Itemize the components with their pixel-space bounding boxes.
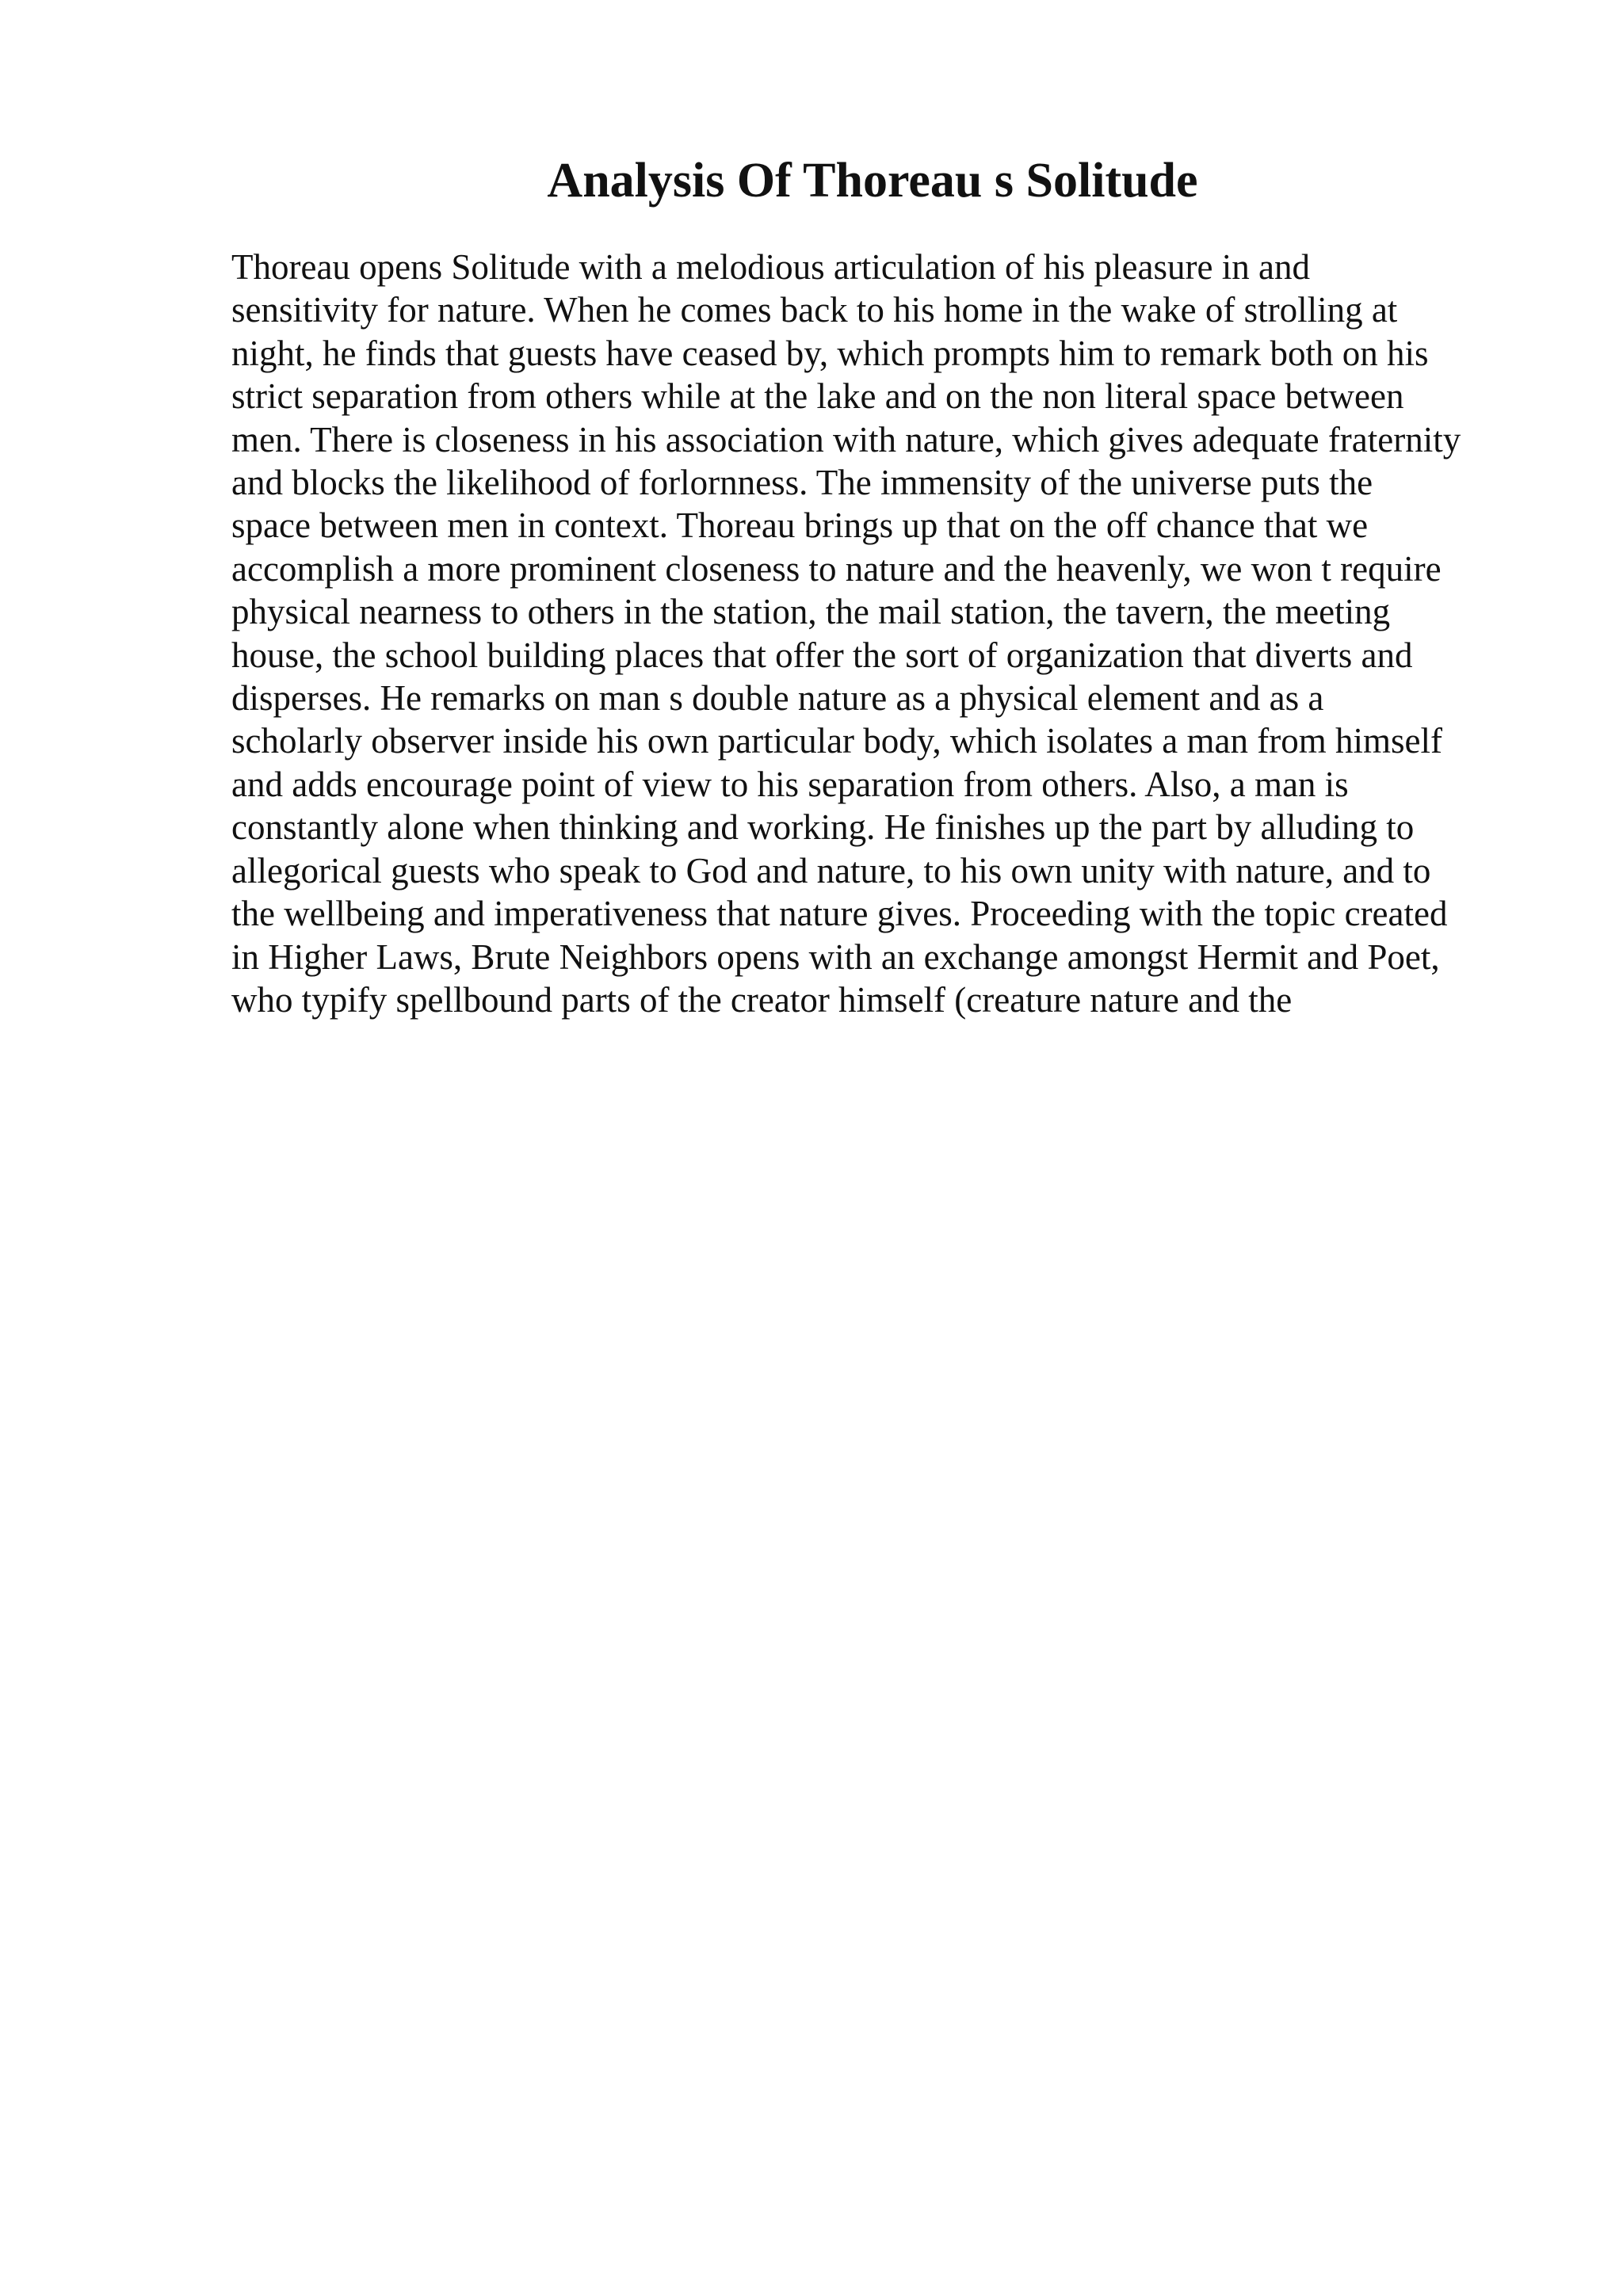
- text-line: allegorical guests who speak to God and nature, to his own unity with nature, and to: [231, 850, 1431, 891]
- text-line: and adds encourage point of view to his separation from others. Also, a man is: [231, 764, 1349, 804]
- text-line: night, he finds that guests have ceased by, which prompts him to remark both on his: [231, 333, 1429, 373]
- text-line: sensitivity for nature. When he comes back to his home in the wake of strolling at: [231, 290, 1398, 330]
- text-line: who typify spellbound parts of the creator himself (creature nature and the: [231, 979, 1293, 1020]
- text-line: constantly alone when thinking and working. He finishes up the part by alluding to: [231, 807, 1415, 848]
- text-line: Thoreau opens Solitude with a melodious articulation of his pleasure in and: [231, 247, 1310, 287]
- text-line: and blocks the likelihood of forlornness. The immensity of the universe puts the: [231, 463, 1373, 503]
- text-line: physical nearness to others in the station, the mail station, the tavern, the meeting: [231, 592, 1391, 632]
- text-line: the wellbeing and imperativeness that nature gives. Proceeding with the topic created: [231, 894, 1448, 934]
- text-line: scholarly observer inside his own particular body, which isolates a man from himself: [231, 721, 1442, 761]
- text-line: accomplish a more prominent closeness to nature and the heavenly, we won t require: [231, 548, 1442, 589]
- document-title: Analysis Of Thoreau s Solitude: [547, 154, 1198, 208]
- text-line: disperses. He remarks on man s double nature as a physical element and as a: [231, 678, 1324, 719]
- text-line: in Higher Laws, Brute Neighbors opens with an exchange amongst Hermit and Poet,: [231, 936, 1440, 977]
- text-line: space between men in context. Thoreau brings up that on the off chance that we: [231, 505, 1369, 546]
- body-paragraph: [231, 246, 1547, 1021]
- text-line: strict separation from others while at the lake and on the non literal space between: [231, 376, 1404, 417]
- text-line: men. There is closeness in his association with nature, which gives adequate fraternity: [231, 419, 1461, 460]
- text-line: house, the school building places that offer the sort of organization that diverts and: [231, 635, 1413, 675]
